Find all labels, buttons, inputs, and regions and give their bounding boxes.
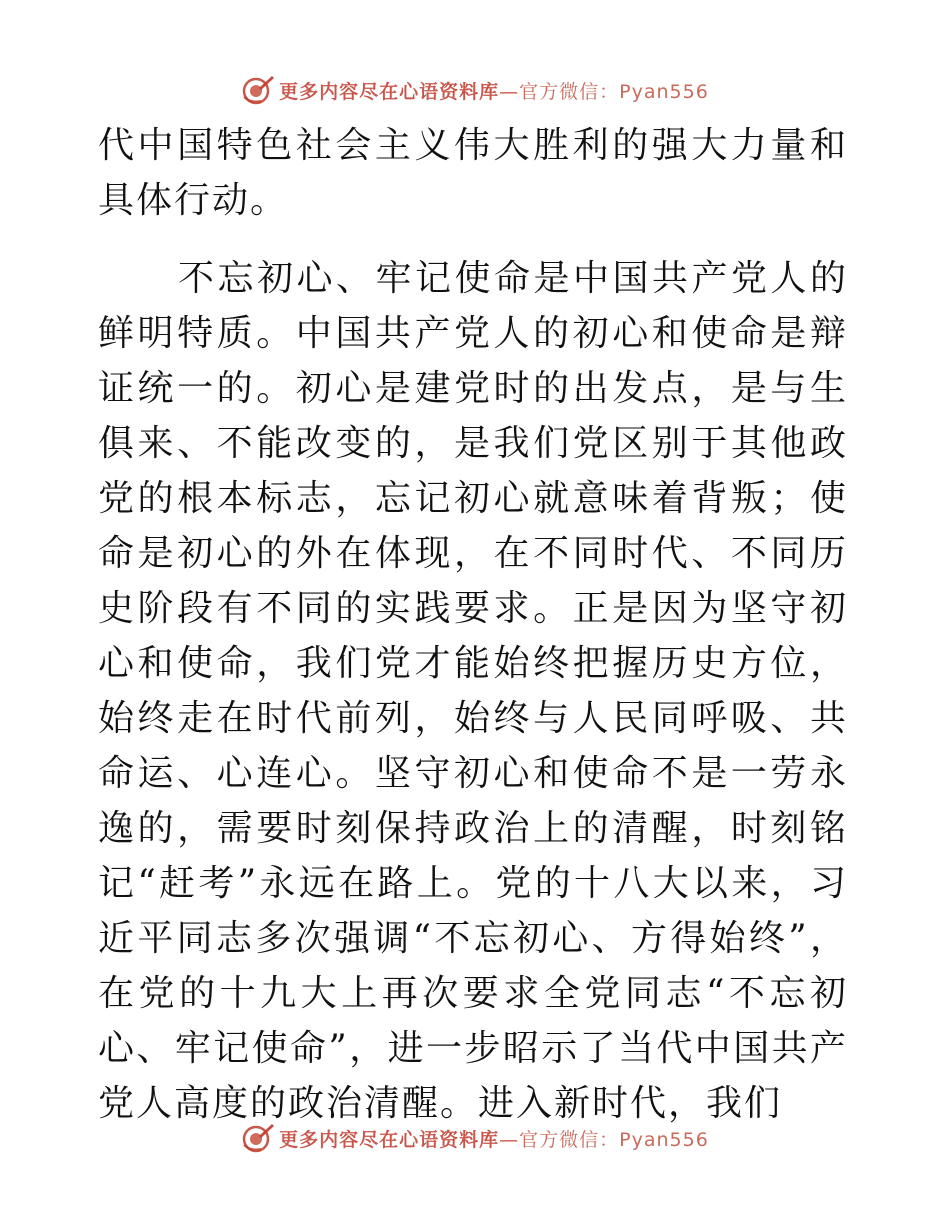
watermark-text: [279, 77, 709, 104]
watermark-separator: —: [499, 1128, 520, 1151]
watermark-wechat: 官方微信：Pyan556: [519, 80, 709, 103]
watermark-text: [279, 1125, 709, 1152]
watermark-lead: 更多内容尽在心语资料库: [279, 1128, 500, 1151]
watermark-footer: [0, 1118, 950, 1158]
paragraph-continuation: 代中国特色社会主义伟大胜利的强大力量和具体行动。: [98, 125, 848, 221]
watermark-wechat: 官方微信：Pyan556: [519, 1128, 709, 1151]
watermark-lead: 更多内容尽在心语资料库: [279, 80, 500, 103]
document-body: [98, 118, 848, 1131]
pen-seal-icon: [241, 73, 275, 107]
pen-seal-icon: [241, 1121, 275, 1155]
watermark-header: [0, 70, 950, 110]
watermark-separator: —: [499, 80, 520, 103]
paragraph-main: 不忘初心、牢记使命是中国共产党人的鲜明特质。中国共产党人的初心和使命是辩证统一的。初心是建党时的出发点，是与生俱来、不能改变的，是我们党区别于其他政党的根本标志，忘记初心就意味着背叛；使命是初心的外在体现，在不同时代、不同历史阶段有不同的实践要求。正是因为坚守初心和使命，我们党才能始终把握历史方位，始终走在时代前列，始终与人民同呼吸、共命运、心连心。坚守初心和使命不是一劳永逸的，需要时刻保持政治上的清醒，时刻铭记“赶考”永远在路上。党的十八大以来，习近平同志多次强调“不忘初心、方得始终”，在党的十九大上再次要求全党同志“不忘初心、牢记使命”，进一步昭示了当代中国共产党人高度的政治清醒。进入新时代，我们: [98, 258, 848, 1124]
